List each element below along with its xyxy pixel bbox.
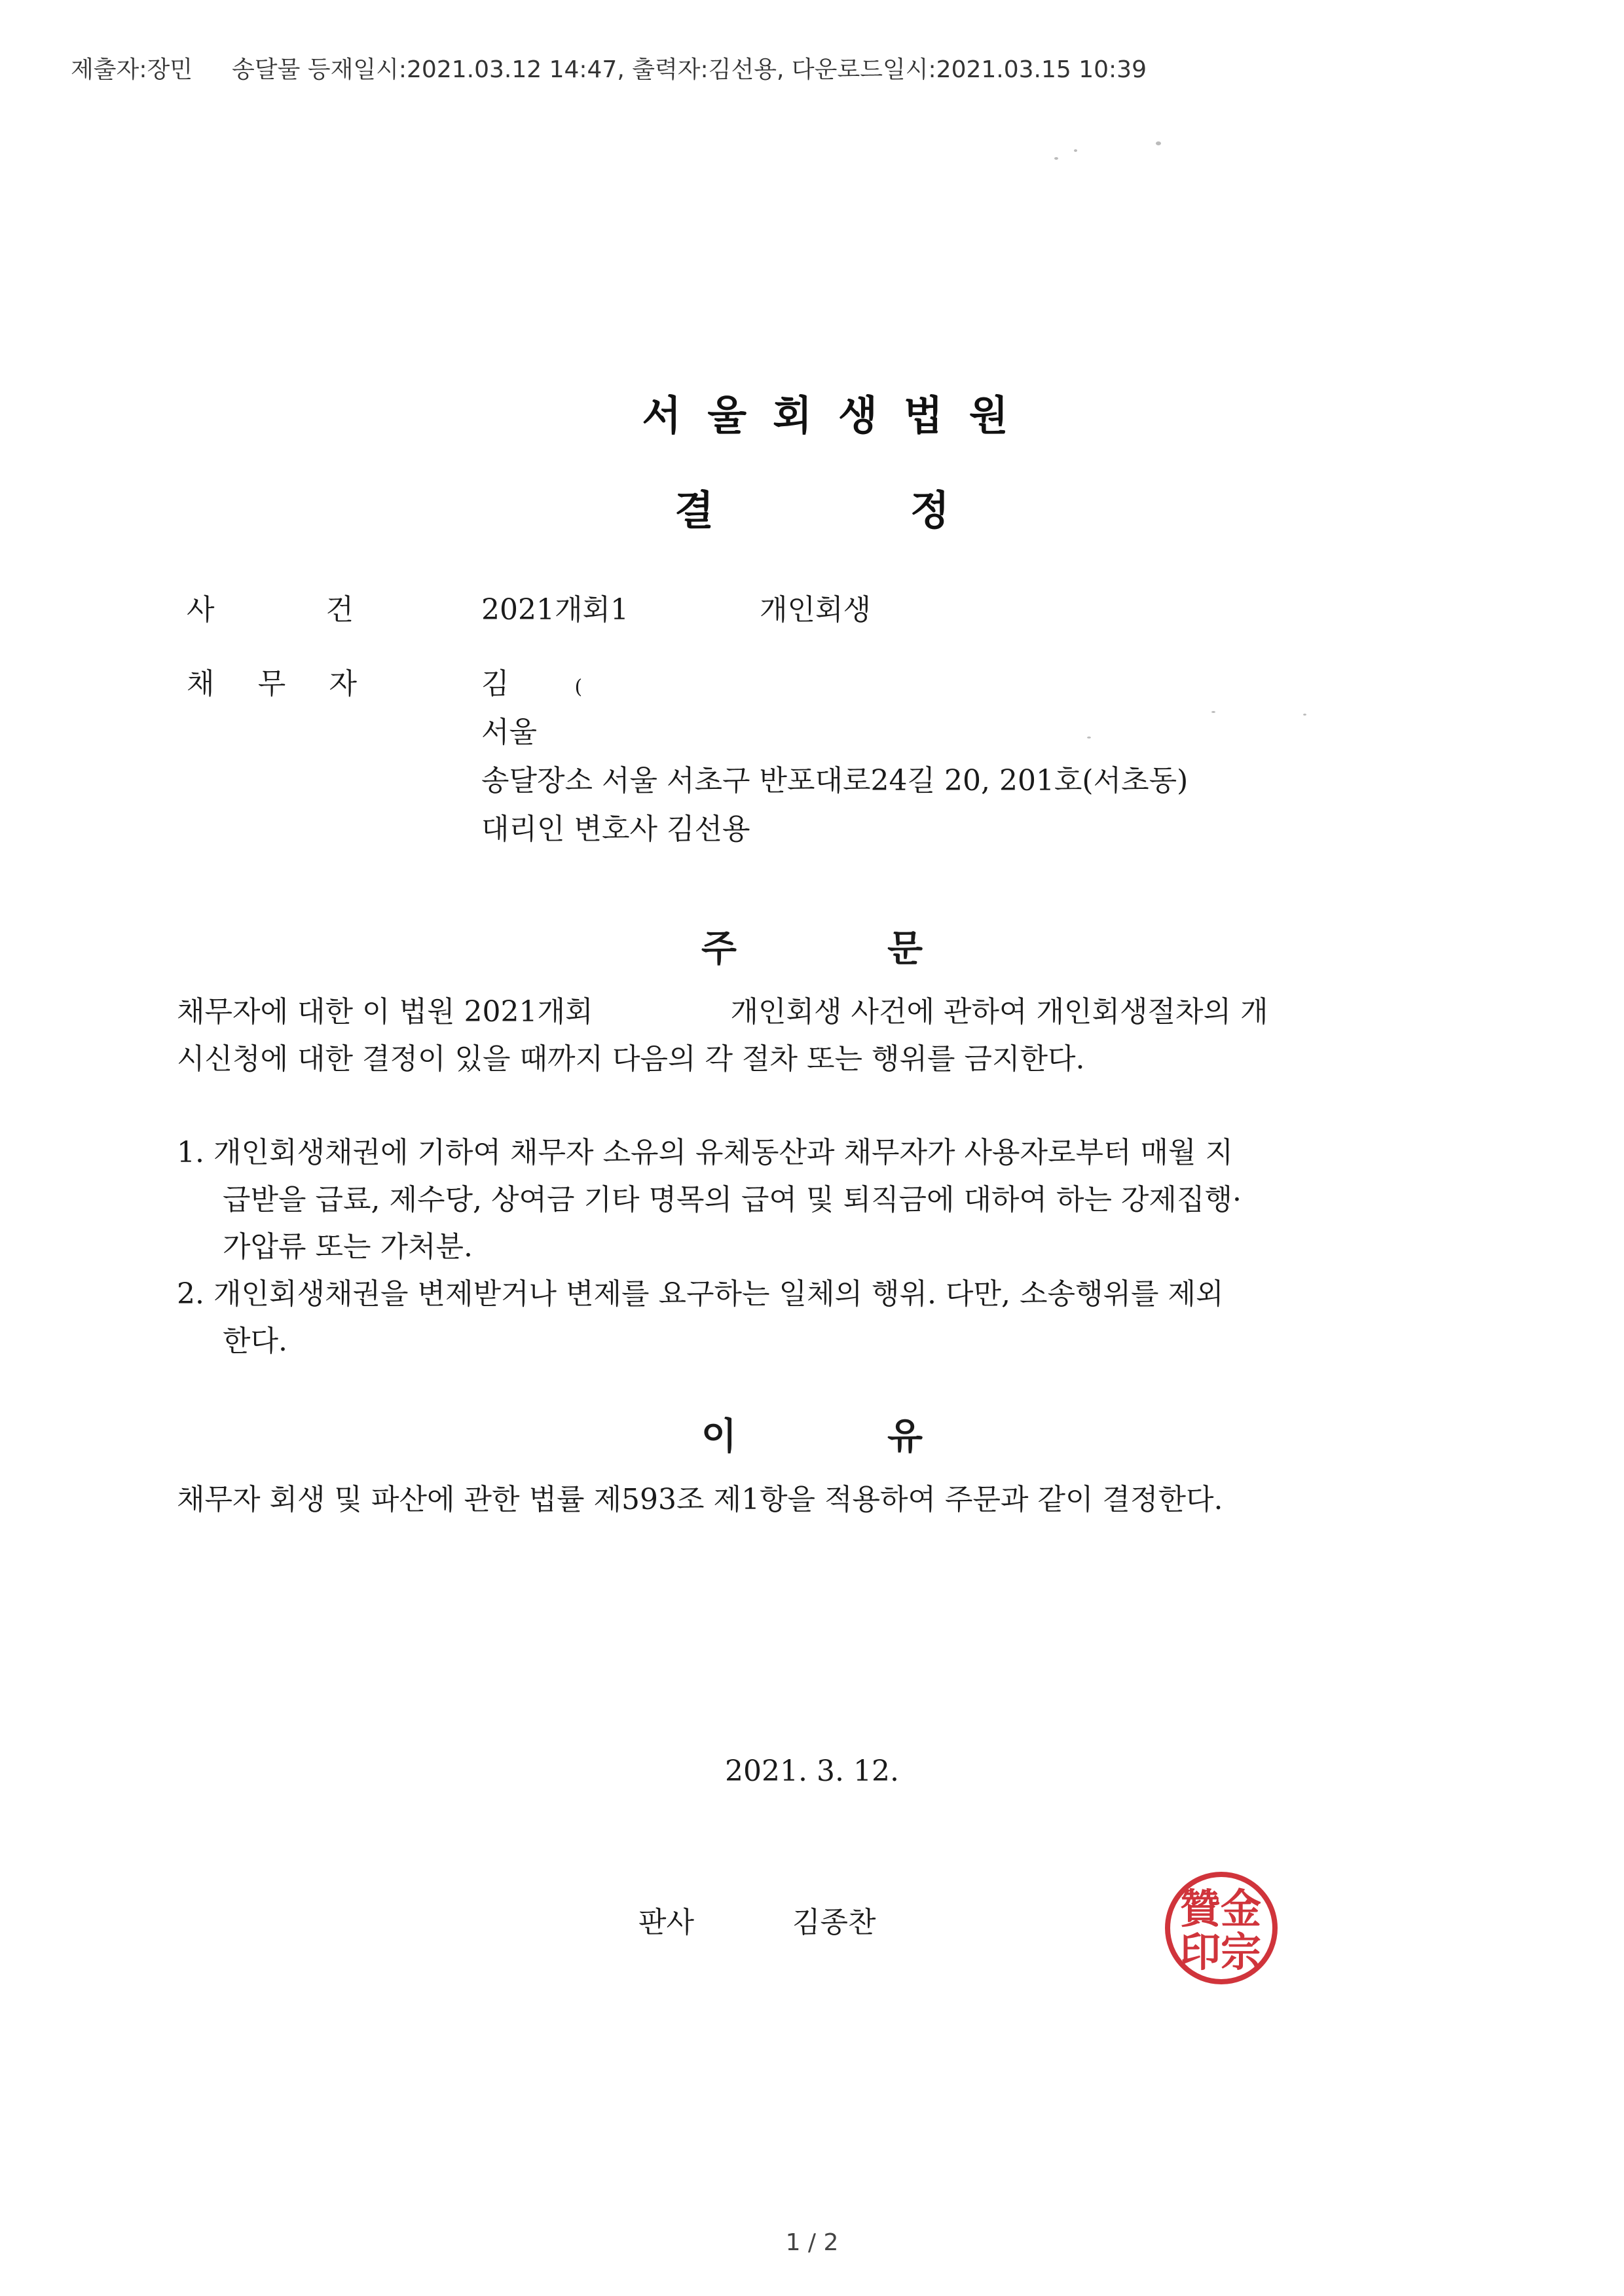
scan-speck (1156, 141, 1161, 145)
header-submitter: 제출자:장민 (71, 56, 193, 83)
decision-date: 2021. 3. 12. (725, 1755, 899, 1788)
header-registered: 송달물 등재일시:2021.03.12 14:47, 출력자:김선용, 다운로드일시:2021.03.15 10:39 (232, 56, 1147, 83)
case-type: 개인회생 (760, 593, 872, 627)
judge-name: 김종찬 (792, 1906, 876, 1939)
seal-char: 金 (1220, 1885, 1262, 1933)
fax-header (71, 51, 1147, 84)
judge-title: 판사 (638, 1906, 695, 1939)
order-text-line1-b: 개인회생 사건에 관하여 개인회생절차의 개 (730, 995, 1268, 1029)
debtor-label: 채 무 자 (187, 667, 357, 701)
debtor-agent: 대리인 변호사 김선용 (481, 812, 750, 846)
seal-char: 贊 (1179, 1885, 1221, 1933)
order-text-line2: 시신청에 대한 결정이 있을 때까지 다음의 각 절차 또는 행위를 금지한다. (177, 1042, 1085, 1076)
case-label: 사 건 (187, 593, 354, 627)
order-text-line1-a: 채무자에 대한 이 법원 2021개회 (177, 995, 593, 1029)
scan-speck (1303, 714, 1306, 716)
order-item-2: 2. 개인회생채권을 변제받거나 변제를 요구하는 일체의 행위. 다만, 소송행위를 제외 한다. (177, 1277, 1224, 1358)
document-type-left: 결 (674, 486, 714, 534)
document-type (0, 478, 1624, 536)
seal-char: 宗 (1220, 1928, 1262, 1976)
order-item-1: 1. 개인회생채권에 기하여 채무자 소유의 유체동산과 채무자가 사용자로부터 매월 지 급받을 급료, 제수당, 상여금 기타 명목의 급여 및 퇴직금에 대하여 하는 강제집행· 가압류 또는 가처분. (177, 1136, 1242, 1264)
seal-char: 印 (1179, 1928, 1221, 1976)
scan-speck (1087, 737, 1091, 738)
scan-speck (1211, 711, 1215, 713)
reason-heading: 이 유 (701, 1415, 923, 1458)
debtor-service-place: 송달장소 서울 서초구 반포대로24길 20, 201호(서초동) (481, 764, 1189, 797)
case-number: 2021개회1 (481, 593, 629, 627)
debtor-name: 김 ( (481, 667, 583, 701)
judge-signature-line (638, 1899, 876, 1941)
page-number: 1 / 2 (785, 2229, 839, 2256)
scan-speck (1074, 149, 1077, 152)
document-type-right: 정 (910, 486, 950, 534)
scan-speck (1054, 157, 1058, 160)
reason-text: 채무자 회생 및 파산에 관한 법률 제593조 제1항을 적용하여 주문과 같이 결정한다. (177, 1483, 1223, 1516)
order-text (177, 989, 1421, 1083)
debtor-address: 서울 (481, 716, 538, 749)
order-heading: 주 문 (701, 928, 923, 970)
judge-seal-icon (1162, 1869, 1280, 1987)
court-name: 서울회생법원 (642, 392, 1035, 439)
